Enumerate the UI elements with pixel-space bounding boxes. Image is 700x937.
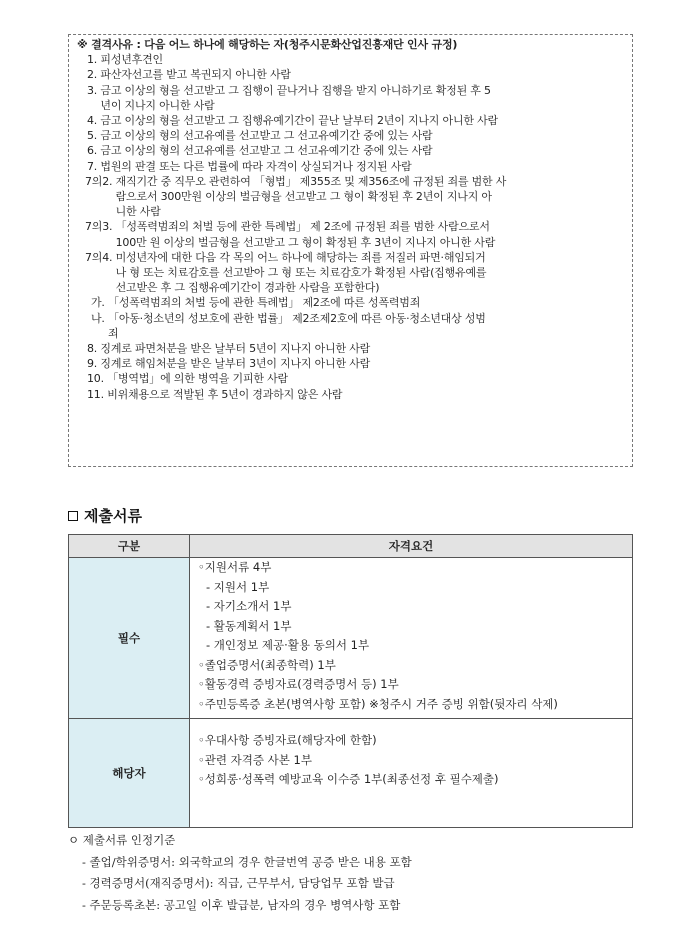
- requirement-line: - 활동계획서 1부: [206, 618, 292, 633]
- requirement-line: ◦주민등록증 초본(병역사항 포함) ※청주시 거주 증빙 위함(뒷자리 삭제): [198, 696, 558, 711]
- item-text: [100, 52, 626, 67]
- table-row: [69, 719, 633, 828]
- disqualification-item: [77, 387, 626, 402]
- disqualification-item: [77, 143, 626, 158]
- requirement-line: ◦졸업증명서(최종학력) 1부: [198, 657, 336, 672]
- item-line: 100만 원 이상의 벌금형을 선고받고 그 형이 확정된 후 3년이 지나지 아니한 사람: [115, 235, 496, 249]
- item-text: [116, 219, 626, 249]
- item-number: 9.: [87, 357, 101, 371]
- documents-table: [68, 534, 633, 828]
- item-text: [100, 159, 626, 174]
- table-header-category: 구분: [69, 535, 190, 558]
- item-text: [100, 356, 626, 371]
- disqualification-subitem: [77, 295, 626, 310]
- item-text: [100, 341, 626, 356]
- item-number: 8.: [87, 342, 101, 356]
- item-number: 7.: [87, 159, 101, 173]
- item-number: 2.: [87, 68, 101, 82]
- item-line: 파산자선고를 받고 복권되지 아니한 사람: [100, 68, 291, 82]
- item-number: 4.: [87, 114, 101, 128]
- item-line: 징계로 해임처분을 받은 날부터 3년이 지나지 아니한 사람: [100, 357, 371, 371]
- category-cell: 해당자: [69, 719, 190, 828]
- section-title-text: 제출서류: [84, 507, 142, 525]
- requirement-line: ◦지원서류 4부: [198, 560, 272, 574]
- item-number: 6.: [87, 144, 101, 158]
- item-number: 5.: [87, 129, 101, 143]
- item-text: [116, 174, 626, 220]
- item-number: 나.: [91, 311, 109, 325]
- item-number: 3.: [87, 83, 101, 97]
- criteria-item: - 주문등록초본: 공고일 이후 발급분, 남자의 경우 병역사항 포함: [82, 897, 401, 912]
- disqualification-heading: ※ 결격사유 : 다음 어느 하나에 해당하는 자(청주시문화산업진흥재단 인사 규정): [77, 38, 458, 51]
- disqualification-item: [77, 113, 626, 128]
- criteria-item: - 경력증명서(재직증명서): 직급, 근무부서, 담당업무 포함 발급: [82, 876, 395, 890]
- item-number: 7의4.: [85, 250, 116, 264]
- item-number: 1.: [87, 53, 101, 67]
- item-line: 니한 사람: [115, 205, 161, 219]
- item-text: [100, 83, 626, 113]
- item-number: 7의2.: [85, 174, 116, 188]
- item-number: 가.: [91, 296, 109, 310]
- requirement-line: ◦관련 자격증 사본 1부: [198, 752, 312, 767]
- item-number: 7의3.: [85, 220, 116, 234]
- item-text: [100, 143, 626, 158]
- disqualification-item: [77, 83, 626, 113]
- category-cell: 필수: [69, 558, 190, 719]
- item-line: 「병역법」에 의한 병역을 기피한 사람: [107, 372, 288, 386]
- item-text: [116, 250, 626, 296]
- item-line: 법원의 판결 또는 다른 법률에 따라 자격이 상실되거나 정지된 사람: [100, 159, 412, 173]
- item-text: [100, 67, 626, 82]
- item-line: 나 형 또는 치료감호를 선고받아 그 형 또는 치료감호가 확정된 사람(집행유예를: [115, 266, 487, 280]
- requirement-line: - 개인정보 제공·활용 동의서 1부: [206, 638, 370, 652]
- disqualification-subitem: [77, 311, 626, 341]
- item-line: 년이 지나지 아니한 사람: [100, 98, 215, 112]
- table-header-row: [69, 535, 633, 558]
- item-line: 징계로 파면처분을 받은 날부터 5년이 지나지 아니한 사람: [100, 342, 371, 356]
- item-line: 선고받은 후 그 집행유예기간이 경과한 사람을 포함한다): [115, 281, 380, 295]
- item-number: 10.: [87, 372, 108, 386]
- item-line: 금고 이상의 형을 선고받고 그 집행유예기간이 끝난 날부터 2년이 지나지 아니한 사람: [100, 114, 498, 128]
- disqualification-item: [77, 250, 626, 296]
- disqualification-item: [77, 341, 626, 356]
- disqualification-box: [68, 34, 633, 467]
- item-line: 「아동·청소년의 성보호에 관한 법률」 제2조제2호에 따른 아동·청소년대상 성범: [108, 311, 486, 325]
- item-line: 람으로서 300만원 이상의 벌금형을 선고받고 그 형이 확정된 후 2년이 지나지 아: [115, 190, 492, 204]
- disqualification-item: [77, 67, 626, 82]
- criteria-list: [68, 852, 638, 917]
- requirement-line: ◦활동경력 증빙자료(경력증명서 등) 1부: [198, 677, 399, 691]
- item-line: 죄: [108, 326, 119, 340]
- item-text: [100, 128, 626, 143]
- disqualification-item: [77, 159, 626, 174]
- disqualification-item: [77, 219, 626, 249]
- item-text: [108, 311, 626, 341]
- item-line: 미성년자에 대한 다음 각 목의 어느 하나에 해당하는 죄를 저질러 파면·해임되거: [115, 250, 486, 264]
- disqualification-list: [77, 52, 626, 402]
- item-line: 비위채용으로 적발된 후 5년이 경과하지 않은 사람: [107, 387, 343, 401]
- table-row: [69, 558, 633, 719]
- requirement-line: - 지원서 1부: [206, 579, 270, 594]
- disqualification-item: [77, 52, 626, 67]
- criteria-section: [68, 830, 638, 916]
- requirements-cell: [190, 558, 633, 719]
- requirement-line: ◦성희롱·성폭력 예방교육 이수증 1부(최종선정 후 필수제출): [198, 772, 499, 786]
- disqualification-item: [77, 371, 626, 386]
- item-text: [107, 387, 626, 402]
- item-text: [100, 113, 626, 128]
- item-line: 금고 이상의 형을 선고받고 그 집행이 끝나거나 집행을 받지 아니하기로 확정된 후 5: [100, 83, 491, 97]
- item-line: 재직기간 중 직무오 관련하여 「형법」 제355조 및 제356조에 규정된 죄를 범한 사: [115, 174, 507, 188]
- disqualification-item: [77, 174, 626, 220]
- section-title: [68, 505, 142, 526]
- criteria-heading: ㅇ 제출서류 인정기준: [68, 833, 176, 847]
- item-text: [107, 371, 626, 386]
- item-line: 금고 이상의 형의 선고유예를 선고받고 그 선고유예기간 중에 있는 사람: [100, 144, 433, 158]
- item-line: 「성폭력범죄의 처벌 등에 관한 특례법」 제 2조에 규정된 죄를 범한 사람으로서: [115, 220, 490, 234]
- requirement-line: ◦우대사항 증빙자료(해당자에 한함): [198, 733, 377, 747]
- item-line: 금고 이상의 형의 선고유예를 선고받고 그 선고유예기간 중에 있는 사람: [100, 129, 433, 143]
- item-text: [108, 295, 626, 310]
- criteria-item: - 졸업/학위증명서: 외국학교의 경우 한글번역 공증 받은 내용 포함: [82, 854, 412, 869]
- item-line: 「성폭력범죄의 처벌 등에 관한 특례법」 제2조에 따른 성폭력범죄: [108, 296, 421, 310]
- requirement-line: - 자기소개서 1부: [206, 599, 292, 613]
- disqualification-item: [77, 128, 626, 143]
- item-number: 11.: [87, 387, 108, 401]
- requirements-cell: [190, 719, 633, 828]
- disqualification-item: [77, 356, 626, 371]
- table-header-requirements: 자격요건: [190, 535, 633, 558]
- square-bullet-icon: [68, 511, 78, 521]
- item-line: 피성년후견인: [100, 53, 163, 67]
